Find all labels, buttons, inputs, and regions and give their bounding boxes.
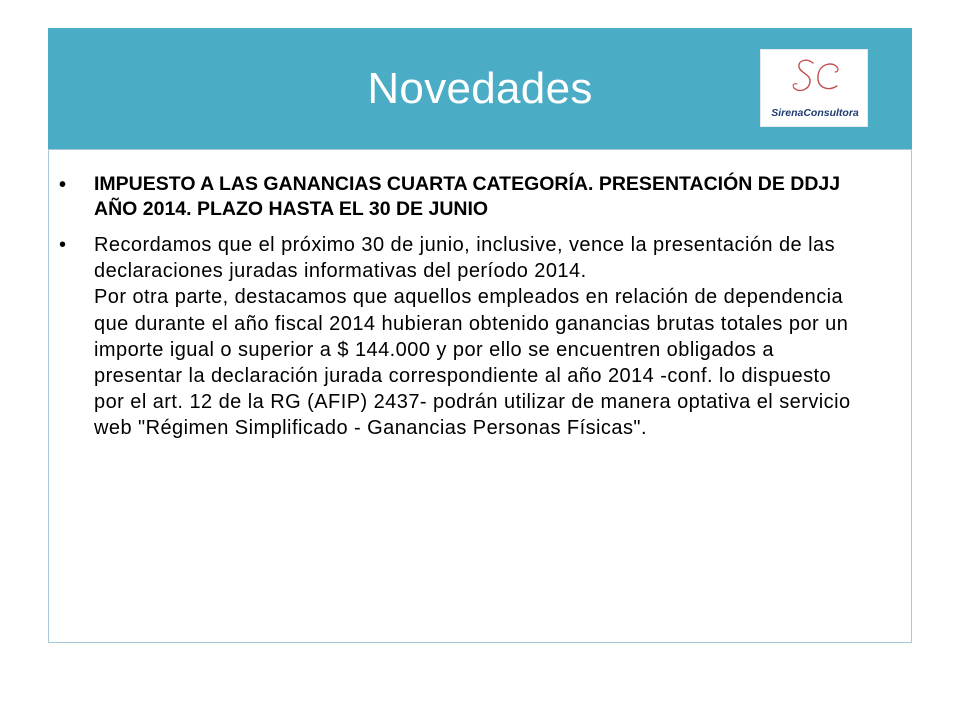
content-box [48, 149, 912, 643]
bullet-list [49, 172, 911, 442]
slide-title: Novedades [367, 63, 593, 113]
bullet-icon: • [59, 174, 67, 196]
bullet-heading: IMPUESTO A LAS GANANCIAS CUARTA CATEGORÍA. PRESENTACIÓN DE DDJJ AÑO 2014. PLAZO HASTA EL 30 DE JUNIO [94, 173, 841, 220]
bullet-paragraph-1: Recordamos que el próximo 30 de junio, inclusive, vence la presentación de las declaraciones juradas informativas del período 2014. [94, 234, 836, 283]
company-logo [760, 49, 868, 127]
list-item [49, 232, 911, 442]
logo-name: SirenaConsultora [771, 107, 859, 119]
list-item [49, 172, 911, 222]
bullet-icon: • [59, 234, 67, 256]
sirena-consultora-logo-icon [761, 50, 869, 106]
bullet-paragraph-2: Por otra parte, destacamos que aquellos empleados en relación de dependencia que durante el año fiscal 2014 hubieran obtenido ganancias brutas totales por un importe igual o superior a $ 144.000 y por ello se encuentren obligados a presentar la declaración jurada correspondiente al año 2014 -conf. lo dispuesto por el art. 12 de la RG (AFIP) 2437- podrán utilizar de manera optativa el servicio web "Régimen Simplificado - Ganancias Personas Físicas". [94, 286, 851, 440]
header-band [48, 28, 912, 149]
